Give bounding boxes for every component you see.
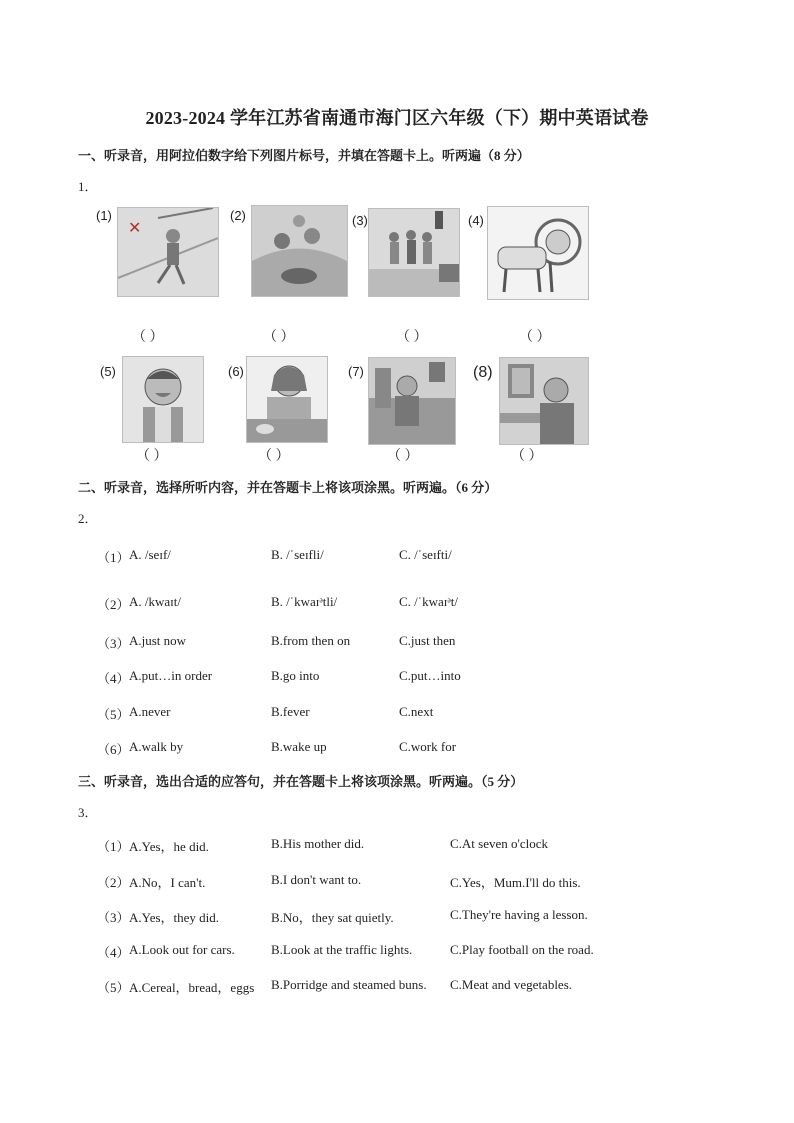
option-c[interactable]: C.Yes，Mum.I'll do this. [450, 875, 581, 890]
section3-heading: 三、听录音，选出合适的应答句，并在答题卡上将该项涂黑。听两遍。（5 分） [78, 774, 524, 789]
option-c[interactable]: C.next [399, 704, 434, 719]
laughing-boy-picture [122, 356, 204, 443]
option-a[interactable]: A.walk by [129, 739, 184, 754]
picture5-label: (5) [100, 364, 116, 379]
option-b[interactable]: B.No，they sat quietly. [271, 910, 394, 925]
option-number: （5） [97, 707, 130, 722]
answer-blank-6[interactable]: （ ） [258, 449, 290, 464]
option-a[interactable]: A. /kwaɪt/ [129, 594, 181, 609]
answer-blank-2[interactable]: （ ） [263, 330, 295, 345]
option-b[interactable]: B.go into [271, 668, 320, 683]
option-a[interactable]: A.put…in order [129, 668, 213, 683]
option-number: （3） [97, 910, 130, 925]
option-number: （4） [97, 945, 130, 960]
page-title: 2023-2024 学年江苏省南通市海门区六年级（下）期中英语试卷 [145, 108, 649, 128]
option-c[interactable]: C.They're having a lesson. [450, 907, 588, 922]
boy-crossing-street-picture [117, 207, 219, 297]
picture2-label: (2) [230, 208, 246, 223]
picture3-label: (3) [352, 213, 368, 228]
option-a[interactable]: A.Yes，he did. [129, 839, 209, 854]
picture7-label: (7) [348, 364, 364, 379]
option-a[interactable]: A. /seɪf/ [129, 547, 171, 562]
option-c[interactable]: C.just then [399, 633, 456, 648]
option-a[interactable]: A.just now [129, 633, 187, 648]
option-b[interactable]: B. /ˈkwaɪᵊtli/ [271, 594, 338, 609]
option-b[interactable]: B.from then on [271, 633, 351, 648]
svg-text:✕: ✕ [128, 220, 142, 237]
option-number: （6） [97, 742, 130, 757]
option-a[interactable]: A.No，I can't. [129, 875, 206, 890]
option-c[interactable]: C.work for [399, 739, 457, 754]
option-c[interactable]: C. /ˈkwaɪᵊt/ [399, 594, 458, 609]
boy-in-bed-picture [368, 357, 456, 445]
man-brushing-teeth-picture [499, 357, 589, 445]
section1-heading: 一、听录音，用阿拉伯数字给下列图片标号，并填在答题卡上。听两遍（8 分） [78, 148, 530, 163]
picture6-label: (6) [228, 364, 244, 379]
option-b[interactable]: B.His mother did. [271, 836, 365, 851]
option-number: （1） [97, 550, 130, 565]
answer-blank-8[interactable]: （ ） [511, 449, 543, 464]
option-b[interactable]: B.fever [271, 704, 310, 719]
answer-blank-5[interactable]: （ ） [136, 449, 168, 464]
section2-heading: 二、听录音，选择所听内容，并在答题卡上将该项涂黑。听两遍。（6 分） [78, 480, 498, 495]
option-number: （1） [97, 839, 130, 854]
option-b[interactable]: B. /ˈseɪfli/ [271, 547, 324, 562]
option-a[interactable]: A.never [129, 704, 171, 719]
option-c[interactable]: C.put…into [399, 668, 461, 683]
option-number: （3） [97, 636, 130, 651]
picture1-label: (1) [96, 208, 112, 223]
girl-eating-picture [246, 356, 328, 443]
picture4-label: (4) [468, 213, 484, 228]
option-number: （2） [97, 875, 130, 890]
option-a[interactable]: A.Look out for cars. [129, 942, 235, 957]
option-b[interactable]: B.Porridge and steamed buns. [271, 977, 427, 992]
option-a[interactable]: A.Cereal，bread，eggs [129, 980, 255, 995]
option-c[interactable]: C.Meat and vegetables. [450, 977, 573, 992]
option-c[interactable]: C.At seven o'clock [450, 836, 549, 851]
option-number: （2） [97, 597, 130, 612]
question3-number: 3． [78, 805, 98, 820]
people-at-crosswalk-picture [368, 208, 460, 297]
option-b[interactable]: B.I don't want to. [271, 872, 362, 887]
picture8-label: (8) [473, 364, 493, 381]
option-c[interactable]: C. /ˈseɪfti/ [399, 547, 452, 562]
question2-number: 2． [78, 511, 98, 526]
option-c[interactable]: C.Play football on the road. [450, 942, 594, 957]
answer-blank-1[interactable]: （ ） [132, 330, 164, 345]
question1-number: 1． [78, 179, 98, 194]
option-number: （5） [97, 980, 130, 995]
option-number: （4） [97, 671, 130, 686]
option-b[interactable]: B.wake up [271, 739, 327, 754]
lion-picture [487, 206, 589, 300]
answer-blank-3[interactable]: （ ） [396, 330, 428, 345]
answer-blank-4[interactable]: （ ） [519, 330, 551, 345]
option-a[interactable]: A.Yes，they did. [129, 910, 220, 925]
children-at-zoo-picture [251, 205, 348, 297]
answer-blank-7[interactable]: （ ） [387, 449, 419, 464]
option-b[interactable]: B.Look at the traffic lights. [271, 942, 413, 957]
